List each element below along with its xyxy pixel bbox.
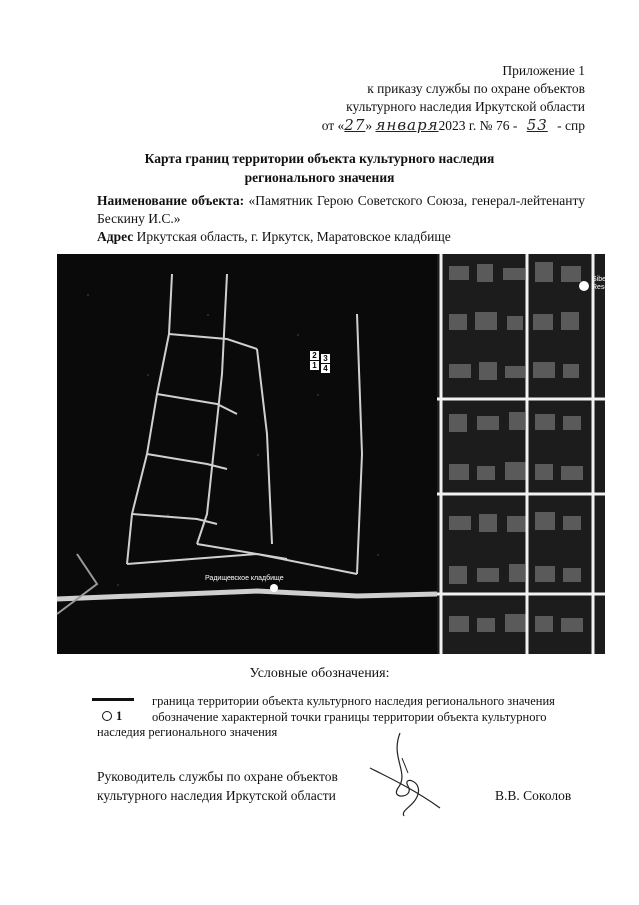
document-title-line2: регионального значения — [244, 170, 395, 185]
handwritten-month: января — [375, 116, 439, 134]
year-number-text: 2023 г. № 76 - — [438, 118, 518, 133]
object-address — [97, 228, 585, 246]
boundary-point-3: 3 — [321, 354, 330, 363]
poi-label: Siber Rese — [592, 276, 609, 291]
legend-item-boundary: граница территории объекта культурного наследия регионального значения — [152, 694, 555, 708]
order-suffix: - спр — [557, 118, 585, 133]
handwritten-signature — [360, 728, 450, 818]
order-date-line — [322, 116, 585, 135]
boundary-point-1: 1 — [310, 361, 319, 370]
date-mid: » — [365, 118, 373, 133]
point-symbol-icon — [102, 711, 112, 721]
object-name-label: Наименование объекта: — [97, 193, 245, 208]
handwritten-order-number: 53 — [526, 116, 548, 134]
order-reference-line: к приказу службы по охране объектов — [367, 81, 585, 96]
satellite-map — [57, 254, 609, 654]
point-symbol-number: 1 — [116, 709, 123, 723]
cemetery-label: Радищевское кладбище — [205, 575, 284, 582]
document-title-line1: Карта границ территории объекта культурного наследия — [144, 151, 495, 166]
order-authority-line: культурного наследия Иркутской области — [346, 99, 585, 114]
date-prefix: от « — [321, 118, 345, 133]
signatory-position-line1: Руководитель службы по охране объектов — [97, 769, 338, 784]
boundary-line-symbol — [92, 698, 134, 701]
object-address-value: Иркутская область, г. Иркутск, Маратовское кладбище — [136, 229, 451, 244]
object-address-label: Адрес — [97, 229, 134, 244]
legend-item-point-line2: наследия регионального значения — [97, 725, 278, 739]
satellite-map-graphic — [57, 254, 609, 654]
handwritten-day: 27 — [344, 116, 366, 134]
signatory-position-line2: культурного наследия Иркутской области — [97, 788, 336, 803]
object-name-value: «Памятник Герою Советского Союза, генерал-лейтенанту Бескину И.С.» — [97, 193, 585, 226]
signatory-name: В.В. Соколов — [495, 788, 572, 803]
boundary-point-2: 2 — [310, 351, 319, 360]
legend-item-point-line1: обозначение характерной точки границы территории объекта культурного — [152, 710, 547, 724]
appendix-label: Приложение 1 — [502, 63, 585, 78]
boundary-point-4: 4 — [321, 364, 330, 373]
legend-title: Условные обозначения: — [249, 666, 390, 681]
object-name — [97, 192, 585, 228]
